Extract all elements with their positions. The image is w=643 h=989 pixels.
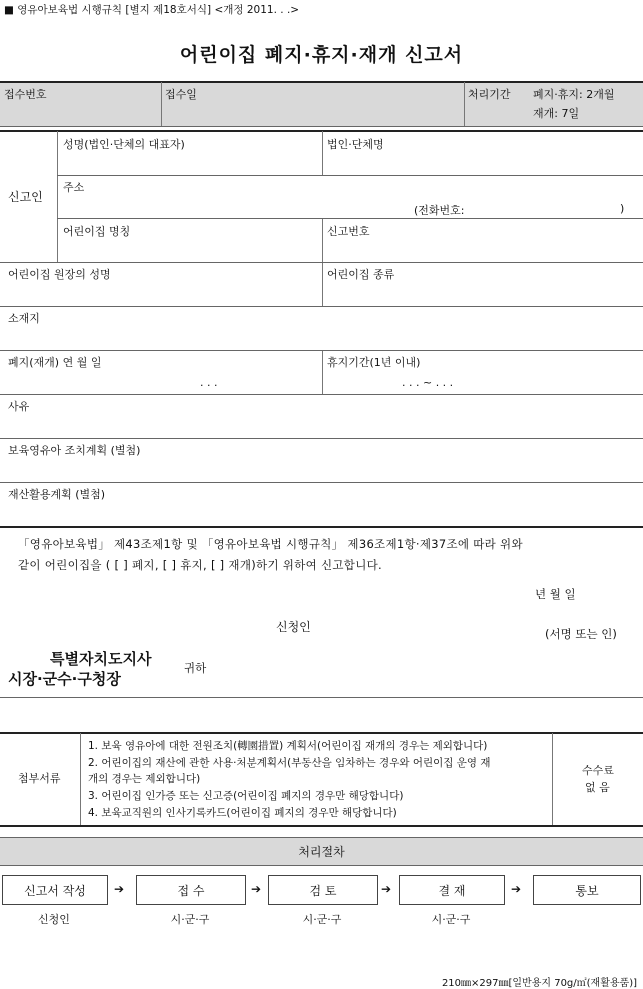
phone-close: ) [620, 202, 625, 215]
care-plan-label: 보육영유아 조치계획 (별첨) [8, 444, 141, 457]
addressee-governor: 특별자치도지사 [50, 650, 152, 668]
reason-label: 사유 [8, 400, 30, 413]
receipt-date-label: 접수일 [165, 88, 197, 101]
center-type-label: 어린이집 종류 [327, 268, 395, 281]
statement-line-2: 같이 어린이집을 ( [ ] 폐지, [ ] 휴지, [ ] 재개)하기 위하여 신고합니다. [18, 558, 382, 572]
step-actor-approval: 시·군·구 [431, 913, 471, 926]
step-receipt: 접 수 [136, 875, 246, 905]
director-name-label: 어린이집 원장의 성명 [8, 268, 111, 281]
rep-name-label: 성명(법인·단체의 대표자) [63, 138, 185, 151]
processing-period-resume: 재개: 7일 [533, 107, 580, 120]
report-number-label: 신고번호 [327, 225, 370, 238]
location-label: 소재지 [8, 312, 40, 325]
arrow-right-icon: ➔ [114, 882, 125, 896]
step-actor-review: 시·군·구 [302, 913, 342, 926]
step-actor-receipt: 시·군·구 [170, 913, 210, 926]
statement-line-1: 「영유아보육법」 제43조제1항 및 「영유아보육법 시행규칙」 제36조제1항·제37조에 따라 위와 [18, 537, 523, 551]
attachment-item-1: 1. 보육 영유아에 대한 전원조치(轉園措置) 계획서(어린이집 재개의 경우는 제외합니다) [88, 740, 488, 752]
corp-name-label: 법인·단체명 [327, 138, 384, 151]
applicant-section-label: 신고인 [8, 190, 43, 204]
center-name-label: 어린이집 명칭 [63, 225, 131, 238]
attachment-item-2-cont: 개의 경우는 제외합니다) [88, 773, 201, 785]
phone-label: (전화번호: [414, 204, 465, 217]
receipt-number-label: 접수번호 [4, 88, 47, 101]
fee-label: 수수료 [582, 764, 614, 777]
close-date-label: 폐지(재개) 연 월 일 [8, 356, 102, 369]
asset-plan-label: 재산활용계획 (별첨) [8, 488, 106, 501]
close-date-field: . . . [200, 376, 218, 389]
process-title: 처리절차 [298, 845, 345, 859]
signature-note: (서명 또는 인) [545, 627, 617, 641]
step-actor-applicant: 신청인 [38, 913, 70, 926]
fee-value: 없 음 [585, 781, 610, 794]
addressee-honorific: 귀하 [184, 661, 207, 675]
addressee-mayor: 시장·군수·구청장 [8, 670, 121, 688]
processing-period-close: 폐지·휴지: 2개월 [533, 88, 615, 101]
form-header-note: ■ 영유아보육법 시행규칙 [별지 제18호서식] <개정 2011. . .> [4, 4, 300, 16]
step-review: 검 토 [268, 875, 378, 905]
step-write-application: 신고서 작성 [2, 875, 108, 905]
step-approval: 결 재 [399, 875, 505, 905]
suspend-period-label: 휴지기간(1년 이내) [327, 356, 421, 369]
form-title: 어린이집 폐지·휴지·재개 신고서 [179, 44, 464, 66]
attachments-label: 첨부서류 [18, 772, 61, 785]
statement-date: 년 월 일 [535, 587, 576, 601]
arrow-right-icon: ➔ [381, 882, 392, 896]
paper-spec-footer: 210㎜×297㎜[일반용지 70g/㎡(재활용품)] [441, 978, 637, 989]
applicant-sign-label: 신청인 [276, 620, 311, 634]
processing-period-label: 처리기간 [468, 88, 511, 101]
attachment-item-4: 4. 보육교직원의 인사기록카드(어린이집 폐지의 경우만 해당합니다) [88, 807, 397, 819]
arrow-right-icon: ➔ [511, 882, 522, 896]
attachment-item-3: 3. 어린이집 인가증 또는 신고증(어린이집 폐지의 경우만 해당합니다) [88, 790, 404, 802]
arrow-right-icon: ➔ [251, 882, 262, 896]
address-label: 주소 [63, 181, 85, 194]
suspend-period-field: . . . ~ . . . [402, 376, 454, 389]
attachment-item-2: 2. 어린이집의 재산에 관한 사용·처분계획서(부동산을 임차하는 경우와 어린이집 운영 재 [88, 757, 491, 769]
step-notification: 통보 [533, 875, 641, 905]
